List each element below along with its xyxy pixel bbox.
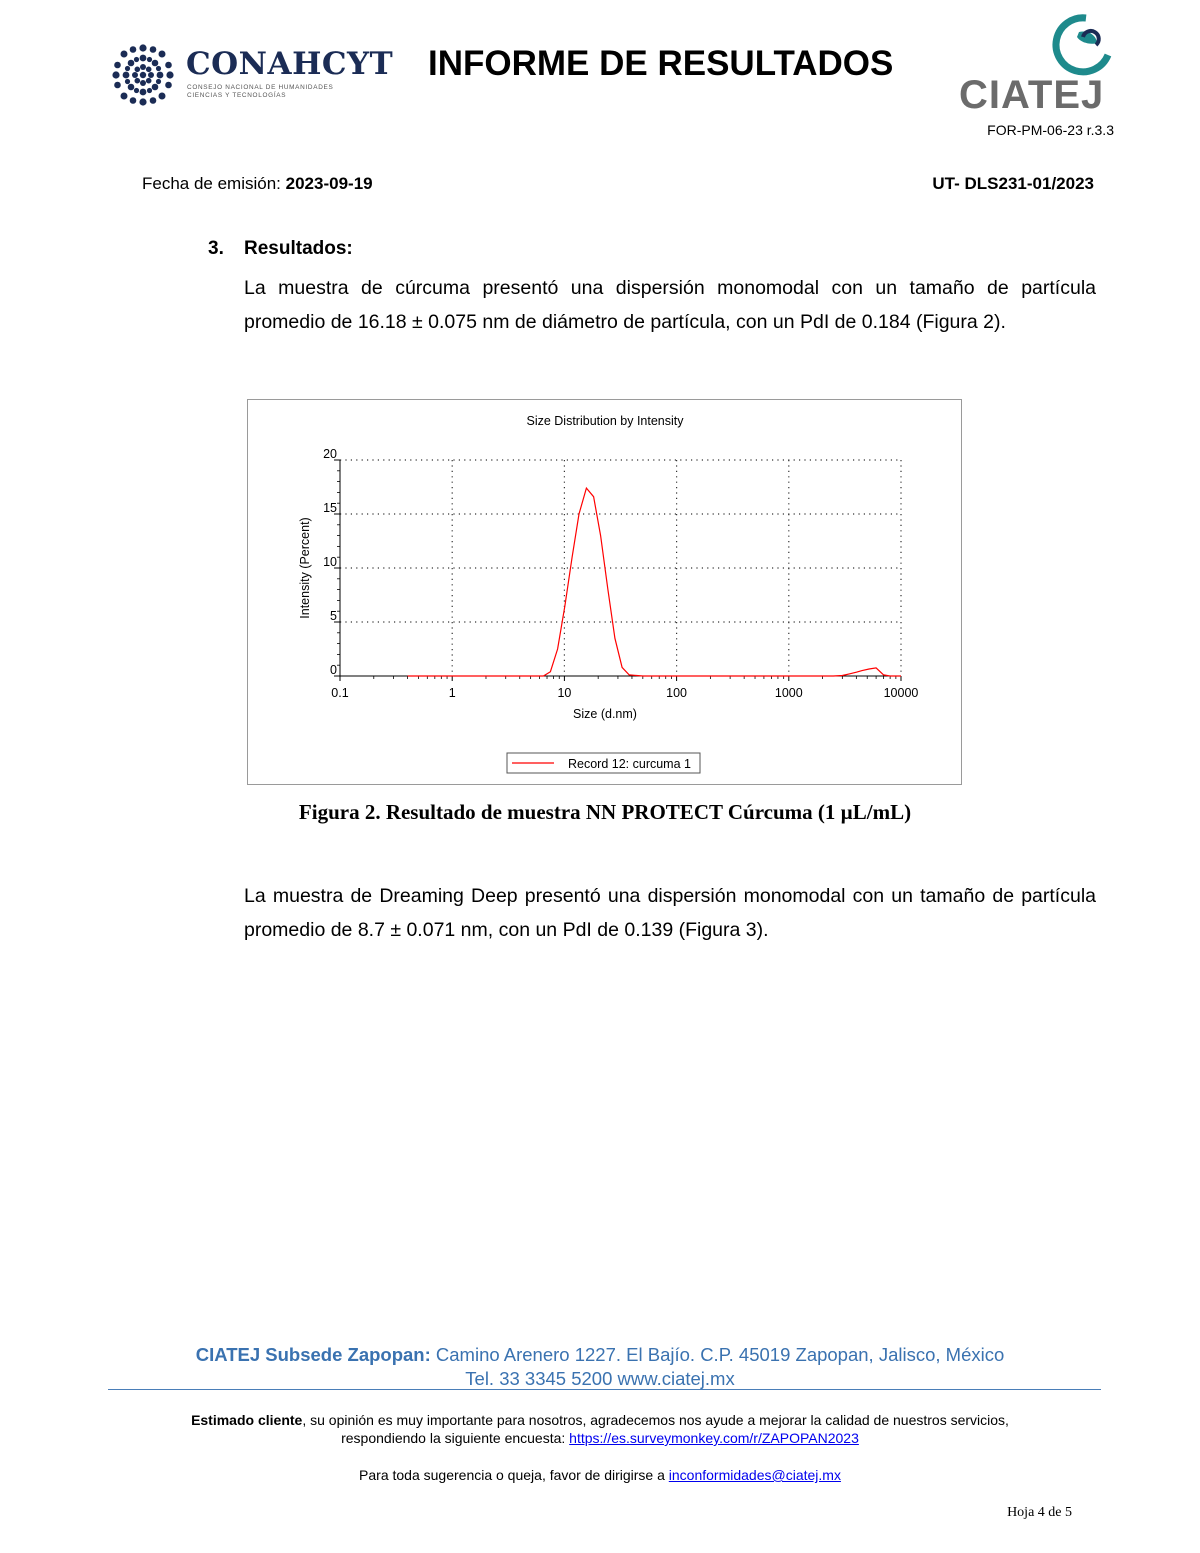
chart-title: Size Distribution by Intensity [526, 414, 684, 428]
issue-date-label: Fecha de emisión: [142, 174, 281, 193]
y-tick-label: 0 [330, 663, 337, 677]
footer-address-text: Camino Arenero 1227. El Bajío. C.P. 45019 Zapopan, Jalisco, México [435, 1344, 1005, 1365]
size-distribution-chart [248, 400, 961, 784]
footer-note-line2: respondiendo la siguiente encuesta: [341, 1430, 570, 1446]
footer-contact-text: Para toda sugerencia o queja, favor de dirigirse a [359, 1467, 669, 1483]
legend-label: Record 12: curcuma 1 [568, 757, 691, 771]
issue-date-line [142, 174, 373, 194]
x-tick-label: 10 [557, 686, 572, 700]
conahcyt-subtitle [187, 84, 333, 99]
x-tick-label: 0.1 [331, 686, 349, 700]
results-paragraph-2: La muestra de Dreaming Deep presentó una dispersión monomodal con un tamaño de partícula promedio de 8.7 ± 0.071 nm, con un PdI de 0.139 (Figura 3). [244, 885, 1096, 941]
report-id: UT- DLS231-01/2023 [932, 174, 1094, 193]
results-paragraph-1: La muestra de cúrcuma presentó una dispersión monomodal con un tamaño de partícula promedio de 16.18 ± 0.075 nm de diámetro de partícula, con un PdI de 0.184 (Figura 2). [244, 277, 1096, 333]
conahcyt-name: CONAHCYT [186, 46, 394, 82]
x-axis-label: Size (d.nm) [573, 707, 637, 721]
x-tick-label: 1000 [774, 686, 803, 700]
y-tick-label: 5 [330, 609, 337, 623]
footer-phone-web: Tel. 33 3345 5200 www.ciatej.mx [465, 1368, 735, 1389]
footer-address-line [0, 1343, 1200, 1367]
report-title: INFORME DE RESULTADOS [428, 44, 894, 83]
y-tick-label: 15 [323, 501, 337, 515]
form-code: FOR-PM-06-23 r.3.3 [987, 122, 1114, 138]
y-tick-label: 20 [323, 447, 337, 461]
footer-divider [108, 1389, 1101, 1390]
y-axis-label: Intensity (Percent) [298, 517, 312, 619]
x-tick-label: 1 [448, 686, 456, 700]
page-number: Hoja 4 de 5 [1007, 1505, 1072, 1520]
figure-caption: Figura 2. Resultado de muestra NN PROTECT Cúrcuma (1 µL/mL) [298, 800, 912, 824]
footer-note-bold: Estimado cliente [191, 1412, 303, 1428]
conahcyt-subtitle-line-2: CIENCIAS Y TECNOLOGÍAS [187, 91, 287, 99]
section-heading [208, 238, 353, 260]
survey-link[interactable]: https://es.surveymonkey.com/r/ZAPOPAN2023 [569, 1430, 859, 1446]
series-line-curcuma [408, 488, 901, 676]
chart-grid [340, 460, 901, 676]
contact-email-link[interactable]: inconformidades@ciatej.mx [668, 1467, 841, 1483]
figure-chart [247, 399, 962, 785]
x-tick-label: 10000 [883, 686, 919, 700]
footer-note-text: , su opinión es muy importante para nosotros, agradecemos nos ayude a mejorar la calidad de nuestros servicios, [302, 1412, 1009, 1428]
conahcyt-subtitle-line-1: CONSEJO NACIONAL DE HUMANIDADES [187, 84, 334, 91]
footer-address-label: CIATEJ Subsede Zapopan: [195, 1344, 431, 1365]
y-tick-label: 10 [323, 555, 337, 569]
chart-legend [507, 753, 700, 773]
footer-contact [0, 1467, 1200, 1483]
issue-date-value: 2023-09-19 [285, 174, 373, 193]
conahcyt-logo-icon [110, 42, 176, 108]
ciatej-logo-text: CIATEJ [959, 73, 1105, 112]
x-tick-label: 100 [666, 686, 688, 700]
section-number: 3. [208, 238, 224, 259]
footer-survey-note [0, 1411, 1200, 1447]
footer-address [0, 1343, 1200, 1391]
ciatej-logo-icon [955, 10, 1115, 112]
section-title: Resultados: [244, 238, 353, 259]
